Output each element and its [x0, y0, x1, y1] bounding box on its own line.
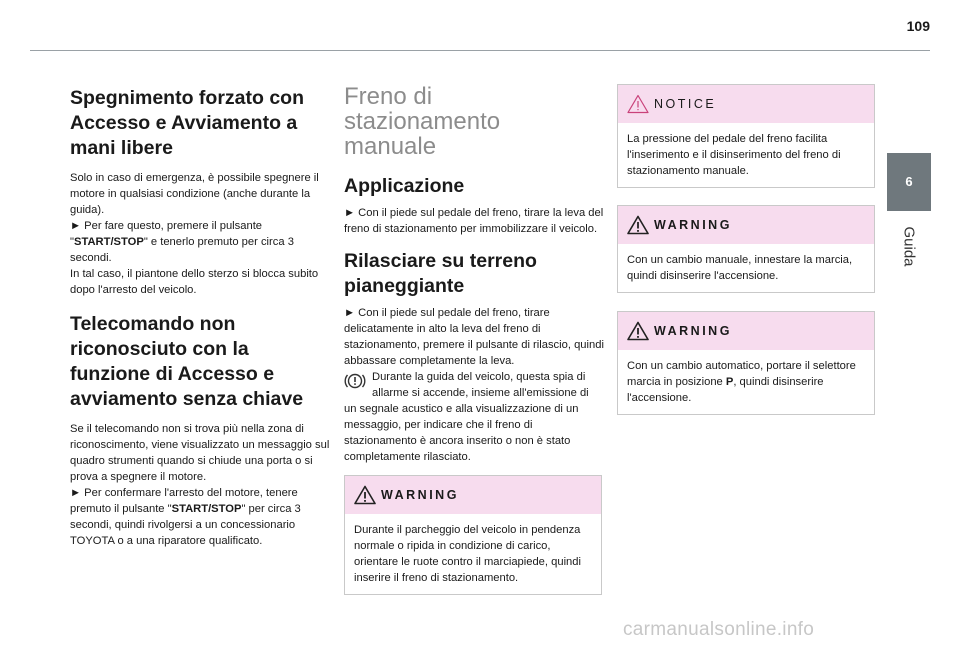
- paragraph: ► Con il piede sul pedale del freno, tirare delicatamente in alto la leva del freno di stazionamento, premere il pulsante di rilascio, quindi abbassare completamente la leva.: [344, 307, 604, 367]
- warning-text: Durante il parcheggio del veicolo in pendenza normale o ripida in condizione di carico, orientare le ruote contro il marciapiede, quindi inserire il freno di stazionamento.: [354, 524, 581, 584]
- chapter-label: [884, 220, 934, 267]
- header-rule: [30, 50, 930, 51]
- column-middle: [344, 84, 604, 595]
- page-title: Freno di stazionamento manuale: [344, 83, 501, 160]
- page-number: 109: [906, 18, 930, 34]
- warning-header: [345, 476, 601, 514]
- warning-box: [617, 205, 875, 293]
- warning-label: WARNING: [654, 324, 732, 338]
- column-right: [617, 84, 877, 415]
- warning-text: [618, 350, 874, 414]
- text: ► Per confermare l'arresto del motore, tenere premuto il pulsante ": [70, 487, 298, 515]
- section-title: Spegnimento forzato con Accesso e Avviamento a mani libere: [70, 87, 304, 159]
- gear-position: P: [725, 376, 734, 388]
- watermark[interactable]: carmanualsonline.info: [623, 619, 815, 640]
- notice-text: La pressione del pedale del freno facilita l'inserimento e il disinserimento del freno di stazionamento manuale.: [627, 133, 841, 177]
- paragraph: Se il telecomando non si trova più nella zona di riconoscimento, viene visualizzato un messaggio sul quadro strumenti quando si chiude una porta o si prova a spegnere il motore.: [70, 423, 330, 483]
- paragraph: [344, 369, 604, 465]
- warning-triangle-icon: [354, 485, 376, 505]
- warning-text: Con un cambio manuale, innestare la marcia, quindi disinserire l'accensione.: [627, 254, 853, 282]
- warning-label: WARNING: [654, 218, 732, 232]
- text: " e tenerlo premuto per circa 3 secondi.: [70, 236, 294, 264]
- paragraph: ► Con il piede sul pedale del freno, tirare la leva del freno di stazionamento per immobilizzare il veicolo.: [344, 207, 604, 235]
- paragraph: [70, 218, 330, 266]
- text: ► Per fare questo, premere il pulsante ": [70, 220, 263, 248]
- text: Con un cambio automatico, portare il selettore marcia in posizione: [627, 360, 856, 388]
- chapter-label-text: Guida: [900, 226, 918, 267]
- text: " per circa 3 secondi, quindi rivolgersi a un concessionario TOYOTA o a una riparatore qualificato.: [70, 503, 301, 547]
- chapter-tab[interactable]: 6: [887, 153, 931, 211]
- warning-box: [344, 475, 602, 595]
- column-left: [70, 86, 330, 549]
- text: Durante la guida del veicolo, questa spia di allarme si accende, insieme all'emissione di un segnale acustico e alla visualizzazione di un messaggio, per indicare che il freno di stazionamento è ancora inserito o non è stato completamente rilasciato.: [344, 371, 589, 463]
- warning-header: [618, 206, 874, 244]
- brake-warning-icon: [344, 371, 366, 391]
- button-name: START/STOP: [171, 503, 242, 515]
- notice-header: [618, 85, 874, 123]
- warning-triangle-icon: [627, 321, 649, 341]
- notice-label: NOTICE: [654, 97, 717, 111]
- notice-triangle-icon: [627, 94, 649, 114]
- paragraph: Solo in caso di emergenza, è possibile spegnere il motore in qualsiasi condizione (anche durante la guida).: [70, 172, 319, 216]
- warning-box: [617, 311, 875, 415]
- warning-label: WARNING: [381, 488, 459, 502]
- warning-header: [618, 312, 874, 350]
- paragraph: In tal caso, il piantone dello sterzo si blocca subito dopo l'arresto del veicolo.: [70, 268, 319, 296]
- section-title: Telecomando non riconosciuto con la funzione di Accesso e avviamento senza chiave: [70, 313, 304, 410]
- section-title: Applicazione: [344, 175, 465, 197]
- button-name: START/STOP: [73, 236, 144, 248]
- paragraph: [70, 485, 330, 549]
- text: , quindi disinserire l'accensione.: [627, 376, 824, 404]
- section-title: Rilasciare su terreno pianeggiante: [344, 250, 537, 297]
- notice-box: [617, 84, 875, 188]
- warning-triangle-icon: [627, 215, 649, 235]
